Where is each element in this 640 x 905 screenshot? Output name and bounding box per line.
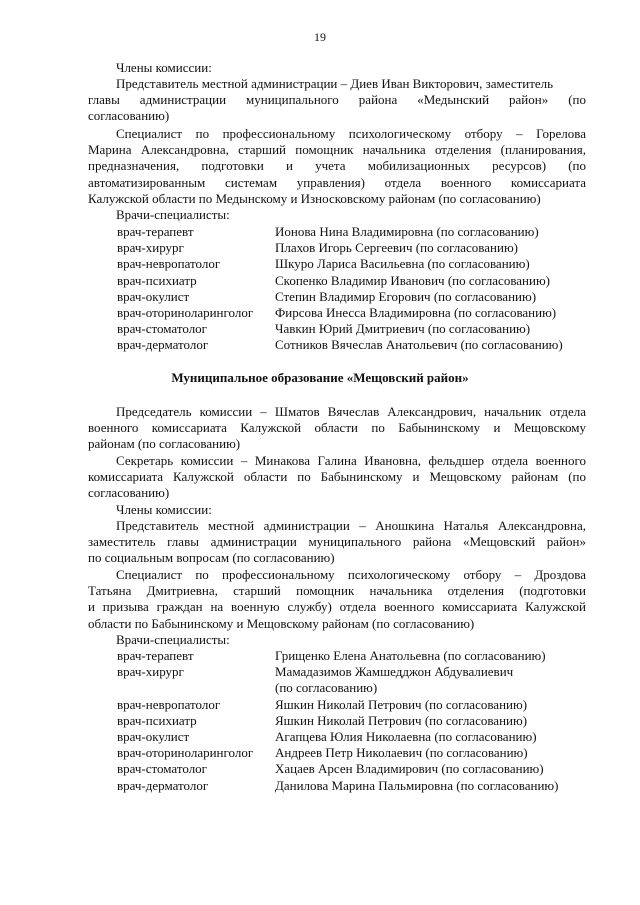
- paragraph-line: и призыва граждан на военную службу) отдела военного комиссариата Калужской: [88, 599, 586, 615]
- section1-doctors-list: [117, 224, 597, 354]
- paragraph-line: районам (по согласованию): [88, 436, 241, 452]
- section1-members: [88, 60, 586, 76]
- doctor-name: Шкуро Лариса Васильевна (по согласованию): [275, 256, 530, 272]
- paragraph-line: Председатель комиссии – Шматов Вячеслав Александрович, начальник отдела: [116, 404, 586, 419]
- doctor-name: Плахов Игорь Сергеевич (по согласованию): [275, 240, 518, 256]
- doctor-role: врач-терапевт: [117, 224, 194, 239]
- doctor-role: врач-стоматолог: [117, 761, 208, 777]
- doctor-row: [117, 664, 597, 680]
- doctor-role: врач-оториноларинголог: [117, 745, 254, 761]
- section2-doctors-list: [117, 648, 597, 794]
- paragraph-line: предназначения, подготовки и учета мобилизационных ресурсов) (по: [88, 158, 586, 174]
- doctor-row: [117, 648, 597, 664]
- doctor-role: врач-окулист: [117, 729, 190, 745]
- section2-members: [88, 502, 586, 518]
- doctor-row: [117, 778, 597, 794]
- doctor-row: [117, 224, 597, 240]
- paragraph-line: главы администрации муниципального района «Медынский район» (по: [88, 92, 586, 108]
- doctor-role: врач-хирург: [117, 664, 184, 680]
- doctor-row: [117, 273, 597, 289]
- doctor-role: врач-психиатр: [117, 272, 197, 288]
- paragraph-line: области по Бабынинскому и Мещовскому районам (по согласованию): [88, 615, 475, 631]
- doctor-role: врач-невропатолог: [117, 256, 221, 272]
- doctor-row: [117, 321, 597, 337]
- paragraph-line: Калужской области по Медынскому и Износковскому районам (по согласованию): [88, 190, 541, 206]
- doctor-role: врач-стоматолог: [117, 321, 208, 337]
- doctor-row: [117, 305, 597, 321]
- doctor-name: Хацаев Арсен Владимирович (по согласованию): [275, 761, 544, 777]
- doctor-name: Данилова Марина Пальмировна (по согласованию): [275, 777, 559, 793]
- doctor-row: [117, 680, 597, 696]
- doctor-name: Грищенко Елена Анатольевна (по согласованию): [275, 648, 546, 663]
- section2-representative: [88, 518, 586, 567]
- section-heading: Муниципальное образование «Мещовский район»: [171, 370, 469, 385]
- paragraph-line: Татьяна Дмитриевна, старший помощник начальника отделения (подготовки: [88, 583, 586, 599]
- paragraph-line: Марина Александровна, старший помощник начальника отделения (планирования,: [88, 142, 586, 158]
- doctor-row: [117, 761, 597, 777]
- doctor-name: Мамадазимов Жамшедджон Абдувалиевич: [275, 664, 514, 680]
- members-label: Члены комиссии:: [116, 60, 212, 75]
- doctor-name: Ионова Нина Владимировна (по согласованию): [275, 224, 539, 239]
- section1-specialist: [88, 126, 586, 207]
- doctor-role: врач-дерматолог: [117, 777, 209, 793]
- paragraph-line: согласованию): [88, 108, 170, 124]
- doctor-row: [117, 729, 597, 745]
- paragraph-line: Представитель местной администрации – Аношкина Наталья Александровна,: [116, 518, 586, 533]
- paragraph-line: Специалист по профессиональному психологическому отбору – Горелова: [116, 126, 586, 141]
- doctor-role: [117, 680, 275, 696]
- doctor-name: Яшкин Николай Петрович (по согласованию): [275, 712, 528, 728]
- doctor-role: врач-невропатолог: [117, 696, 221, 712]
- doctor-name: (по согласованию): [275, 680, 378, 696]
- paragraph-line: согласованию): [88, 485, 170, 501]
- doctor-role: врач-хирург: [117, 240, 184, 256]
- doctor-role: врач-терапевт: [117, 648, 194, 663]
- doctor-row: [117, 745, 597, 761]
- paragraph-line: заместитель главы администрации муниципального района «Мещовский район»: [88, 534, 586, 550]
- members-label: Члены комиссии:: [116, 502, 212, 517]
- paragraph-line: по социальным вопросам (по согласованию): [88, 550, 335, 566]
- section1-representative: [88, 76, 586, 125]
- doctors-label: Врачи-специалисты:: [116, 207, 230, 222]
- doctor-name: Скопенко Владимир Иванович (по согласованию): [275, 272, 551, 288]
- section2-doctors-label-block: [88, 632, 586, 648]
- doctor-name: Степин Владимир Егорович (по согласованию): [275, 288, 537, 304]
- doctor-row: [117, 240, 597, 256]
- doctor-role: врач-психиатр: [117, 712, 197, 728]
- paragraph-line: комиссариата Калужской области по Бабынинскому и Мещовскому районам (по: [88, 469, 586, 485]
- paragraph-line: Секретарь комиссии – Минакова Галина Ивановна, фельдшер отдела военного: [116, 453, 586, 468]
- doctor-role: врач-оториноларинголог: [117, 305, 254, 321]
- doctor-row: [117, 337, 597, 353]
- doctor-name: Фирсова Инесса Владимировна (по согласованию): [275, 305, 557, 321]
- doctor-name: Яшкин Николай Петрович (по согласованию): [275, 696, 528, 712]
- doctor-row: [117, 697, 597, 713]
- doctor-row: [117, 713, 597, 729]
- section2-secretary: [88, 453, 586, 502]
- doctor-row: [117, 256, 597, 272]
- doctor-role: врач-дерматолог: [117, 337, 209, 353]
- doctor-name: Сотников Вячеслав Анатольевич (по согласованию): [275, 337, 563, 353]
- section2-specialist: [88, 567, 586, 632]
- paragraph-line: военного комиссариата Калужской области по Бабынинскому и Мещовскому: [88, 420, 586, 436]
- section1-doctors-label-block: [88, 207, 586, 223]
- doctor-name: Чавкин Юрий Дмитриевич (по согласованию): [275, 321, 531, 337]
- paragraph-line: Специалист по профессиональному психологическому отбору – Дроздова: [116, 567, 586, 582]
- page-number: 19: [314, 30, 326, 44]
- doctors-label: Врачи-специалисты:: [116, 632, 230, 647]
- doctor-row: [117, 289, 597, 305]
- doctor-role: врач-окулист: [117, 288, 190, 304]
- paragraph-line: Представитель местной администрации – Диев Иван Викторович, заместитель: [116, 76, 554, 91]
- paragraph-line: автоматизированным системам управления) отдела военного комиссариата: [88, 174, 586, 190]
- doctor-name: Андреев Петр Николаевич (по согласованию): [275, 745, 528, 761]
- section2-chair: [88, 404, 586, 453]
- doctor-name: Агапцева Юлия Николаевна (по согласованию): [275, 729, 537, 745]
